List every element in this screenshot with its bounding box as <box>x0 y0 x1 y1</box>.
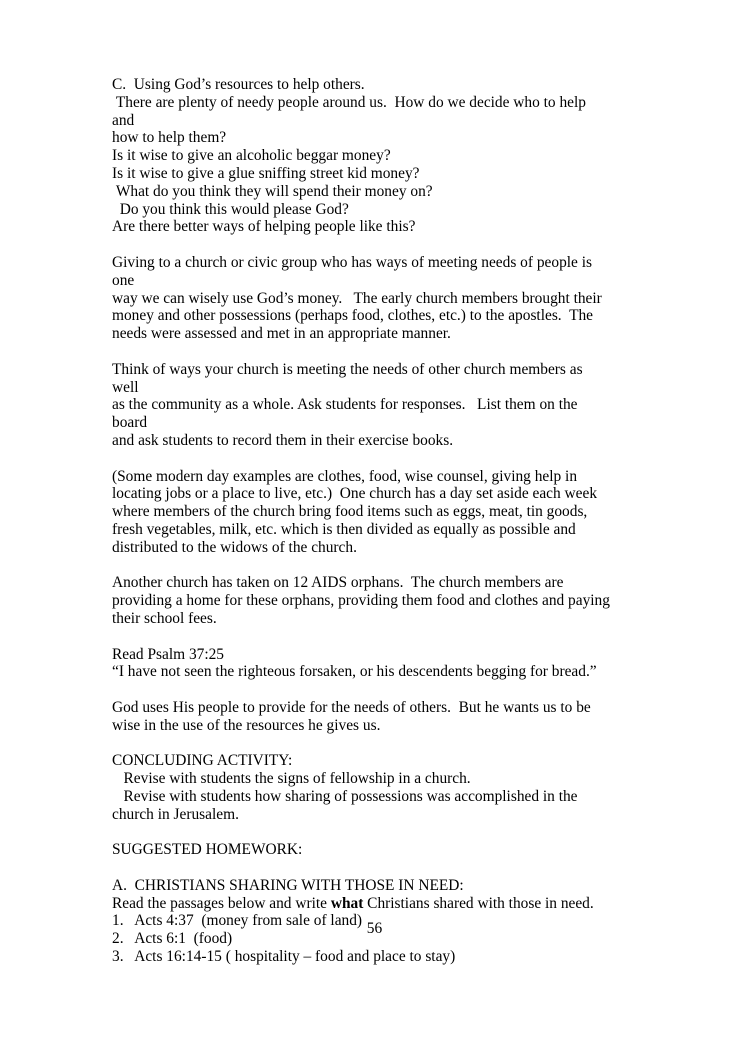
spacer <box>112 823 612 841</box>
spacer <box>112 236 612 254</box>
page-number: 56 <box>366 920 383 937</box>
paragraph-god-uses-line1: God uses His people to provide for the needs of others. But he wants us to be <box>112 698 591 716</box>
question-alcoholic-beggar: Is it wise to give an alcoholic beggar money? <box>112 147 391 165</box>
homework-instruction-before: Read the passages below and write <box>112 894 331 912</box>
spacer <box>112 859 612 877</box>
paragraph-giving-line2: way we can wisely use God’s money. The early church members brought their <box>112 289 602 307</box>
read-psalm-reference: Read Psalm 37:25 <box>112 645 225 663</box>
spacer <box>112 450 612 468</box>
psalm-quotation: “I have not seen the righteous forsaken, or his descendents begging for bread.” <box>112 663 597 681</box>
paragraph-another-church-line1: Another church has taken on 12 AIDS orphans. The church members are <box>112 574 564 592</box>
question-glue-sniffing-kid: Is it wise to give a glue sniffing street kid money? <box>112 164 420 182</box>
heading-christians-sharing: A. CHRISTIANS SHARING WITH THOSE IN NEED: <box>112 876 464 894</box>
concluding-item-1: Revise with students the signs of fellowship in a church. <box>112 770 471 788</box>
spacer <box>112 557 612 575</box>
paragraph-needy-people-line1: There are plenty of needy people around us. How do we decide who to help and <box>112 93 590 129</box>
homework-item: 1. Acts 4:37 (money from sale of land) <box>112 912 363 930</box>
paragraph-giving-line3: money and other possessions (perhaps food, clothes, etc.) to the apostles. The <box>112 307 593 325</box>
paragraph-god-uses-line2: wise in the use of the resources he gives us. <box>112 716 381 734</box>
paragraph-another-church-line3: their school fees. <box>112 609 217 627</box>
homework-instruction-emphasis: what <box>330 894 364 912</box>
paragraph-examples-line1: (Some modern day examples are clothes, food, wise counsel, giving help in <box>112 467 578 485</box>
paragraph-think-line2: as the community as a whole. Ask students for responses. List them on the board <box>112 396 582 432</box>
paragraph-examples-line4: fresh vegetables, milk, etc. which is then divided as equally as possible and <box>112 520 576 538</box>
paragraph-another-church-line2: providing a home for these orphans, providing them food and clothes and paying <box>112 592 610 610</box>
concluding-item-2-line1: Revise with students how sharing of possessions was accomplished in the <box>112 787 578 805</box>
spacer <box>112 628 612 646</box>
paragraph-examples-line3: where members of the church bring food items such as eggs, meat, tin goods, <box>112 503 588 521</box>
homework-item: 2. Acts 6:1 (food) <box>112 930 233 948</box>
paragraph-think-line3: and ask students to record them in their exercise books. <box>112 431 454 449</box>
paragraph-needy-people-line2: how to help them? <box>112 129 227 147</box>
paragraph-examples-line2: locating jobs or a place to live, etc.) One church has a day set aside each week <box>112 485 598 503</box>
heading-suggested-homework: SUGGESTED HOMEWORK: <box>112 841 303 859</box>
spacer <box>112 681 612 699</box>
paragraph-using-gods-resources: C. Using God’s resources to help others. <box>112 76 365 93</box>
question-spend-money-on: What do you think they will spend their money on? <box>112 182 433 200</box>
heading-concluding-activity: CONCLUDING ACTIVITY: <box>112 752 293 770</box>
homework-instruction <box>112 895 612 913</box>
paragraph-giving-line4: needs were assessed and met in an appropriate manner. <box>112 325 451 343</box>
question-better-ways: Are there better ways of helping people like this? <box>112 218 416 236</box>
spacer <box>112 734 612 752</box>
paragraph-examples-line5: distributed to the widows of the church. <box>112 538 357 556</box>
concluding-item-2-line2: church in Jerusalem. <box>112 805 239 823</box>
spacer <box>112 343 612 361</box>
paragraph-think-line1: Think of ways your church is meeting the needs of other church members as well <box>112 360 587 396</box>
homework-item: 3. Acts 16:14-15 ( hospitality – food and place to stay) <box>112 948 456 966</box>
homework-instruction-after: Christians shared with those in need. <box>363 894 594 912</box>
question-please-god: Do you think this would please God? <box>112 200 349 218</box>
paragraph-giving-line1: Giving to a church or civic group who has ways of meeting needs of people is one <box>112 253 596 289</box>
document-body <box>112 76 612 966</box>
